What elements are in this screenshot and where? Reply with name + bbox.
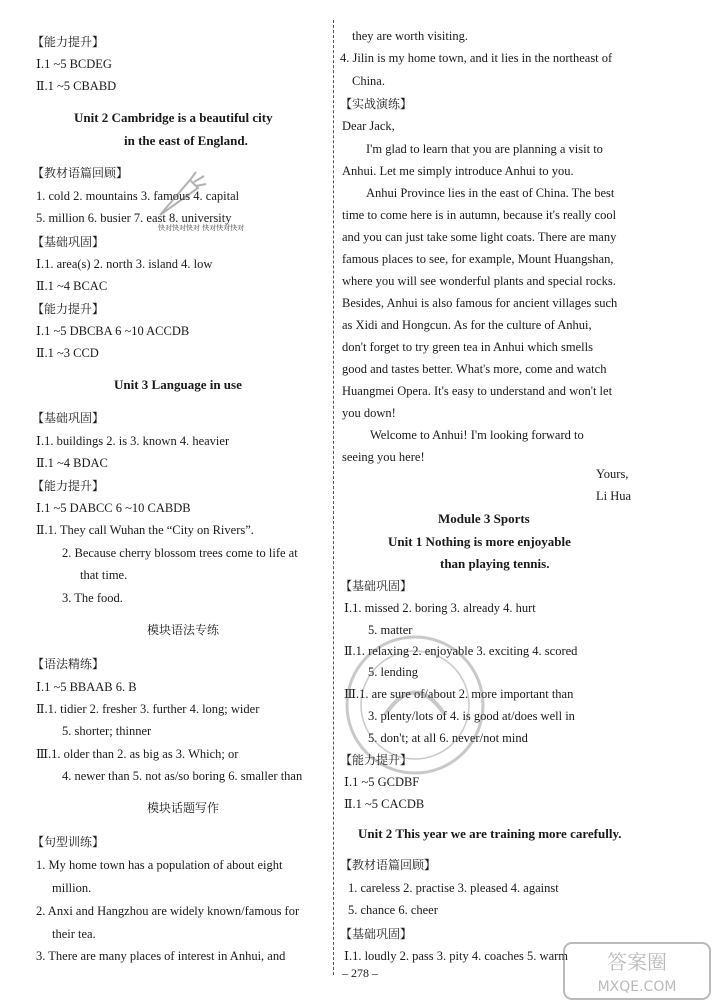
right-column-line: Huangmei Opera. It's easy to understand and won't let	[342, 384, 613, 398]
left-column-line: Ⅰ.1 ~5 BBAAB 6. B	[36, 680, 137, 694]
right-column-line: 1. careless 2. practise 3. pleased 4. against	[348, 881, 559, 895]
seal-watermark-icon	[340, 630, 490, 780]
right-column-line: 【基础巩固】	[340, 579, 413, 593]
left-column-line: 4. newer than 5. not as/so boring 6. smaller than	[62, 769, 303, 783]
left-column-line: Ⅱ.1 ~3 CCD	[36, 346, 99, 360]
right-column-line: don't forget to try green tea in Anhui which smells	[342, 340, 593, 354]
right-column-line: Anhui. Let me simply introduce Anhui to you.	[342, 164, 574, 178]
right-column-line: 4. Jilin is my home town, and it lies in the northeast of	[340, 51, 613, 65]
right-column-line: time to come here is in autumn, because it's really cool	[342, 208, 617, 222]
carrot-icon	[150, 170, 210, 225]
left-column-line: 3. There are many places of interest in Anhui, and	[36, 949, 286, 963]
right-column-line: I'm glad to learn that you are planning a visit to	[366, 142, 603, 156]
right-column-line: 5. chance 6. cheer	[348, 903, 438, 917]
left-column-line: 2. Because cherry blossom trees come to life at	[62, 546, 298, 560]
right-column-line: seeing you here!	[342, 450, 425, 464]
left-column-line: 【基础巩固】	[32, 411, 105, 425]
svg-text:答案圈: 答案圈	[607, 950, 667, 974]
left-column-line: Ⅱ.1 ~4 BDAC	[36, 456, 108, 470]
left-column-line: 模块话题写作	[147, 801, 220, 815]
right-column-line: Dear Jack,	[342, 119, 395, 133]
left-column-line: 3. The food.	[62, 591, 123, 605]
left-column-line: Ⅱ.1. tidier 2. fresher 3. further 4. long; wider	[36, 702, 260, 716]
svg-text:MXQE.COM: MXQE.COM	[597, 979, 677, 995]
right-column-line: good and tastes better. What's more, come and watch	[342, 362, 607, 376]
right-column-line: you down!	[342, 406, 396, 420]
right-column-line: Ⅲ.1. are sure of/about 2. more important than	[344, 687, 574, 701]
right-column-line: where you will see wonderful plants and special rocks.	[342, 274, 616, 288]
right-column-line: and you can just take some light coats. There are many	[342, 230, 617, 244]
left-column-line: 5. million 6. busier 7. east 8. university	[36, 211, 232, 225]
left-column-line: 1. My home town has a population of about eight	[36, 858, 283, 872]
left-column-line: 5. shorter; thinner	[62, 724, 152, 738]
left-column-line: 【能力提升】	[32, 479, 105, 493]
left-column-line: Unit 2 Cambridge is a beautiful city	[74, 110, 273, 125]
right-column-line: Unit 1 Nothing is more enjoyable	[388, 534, 571, 549]
left-column-line: Ⅰ.1 ~5 BCDEG	[36, 57, 112, 71]
right-column-line: famous places to see, for example, Mount Huangshan,	[342, 252, 614, 266]
right-column-line: Module 3 Sports	[438, 511, 530, 526]
site-logo	[562, 941, 712, 1001]
right-column-line: Unit 2 This year we are training more carefully.	[358, 826, 622, 841]
right-column-line: 5. matter	[368, 623, 413, 637]
left-column-line: Ⅰ.1. area(s) 2. north 3. island 4. low	[36, 257, 213, 271]
left-column-line: Ⅱ.1. They call Wuhan the “City on Rivers”.	[36, 523, 254, 537]
page-number: – 278 –	[342, 966, 378, 980]
right-column-line: Ⅰ.1 ~5 GCDBF	[344, 775, 420, 789]
left-column-line: million.	[52, 881, 92, 895]
right-column-line: 3. plenty/lots of 4. is good at/does well in	[368, 709, 575, 723]
left-column-line: Ⅱ.1 ~4 BCAC	[36, 279, 108, 293]
right-column-line: 【实战演练】	[340, 97, 413, 111]
left-column-line: 【句型训练】	[32, 835, 105, 849]
left-column-line: Ⅲ.1. older than 2. as big as 3. Which; or	[36, 747, 239, 761]
left-column-line: 1. cold 2. mountains 3. famous 4. capital	[36, 189, 240, 203]
right-column-line: Ⅱ.1 ~5 CACDB	[344, 797, 425, 811]
left-column-line: Unit 3 Language in use	[114, 377, 242, 392]
right-column-line: Ⅰ.1. missed 2. boring 3. already 4. hurt	[344, 601, 536, 615]
left-column-line: Ⅰ.1 ~5 DABCC 6 ~10 CABDB	[36, 501, 191, 515]
left-column-line: Ⅰ.1 ~5 DBCBA 6 ~10 ACCDB	[36, 324, 190, 338]
left-column-line: 模块语法专练	[147, 623, 220, 637]
right-column-line: Ⅰ.1. loudly 2. pass 3. pity 4. coaches 5. warm	[344, 949, 568, 963]
right-column-line: Besides, Anhui is also famous for ancient villages such	[342, 296, 618, 310]
right-column-line: 【能力提升】	[340, 753, 413, 767]
left-column-line: Ⅰ.1. buildings 2. is 3. known 4. heavier	[36, 434, 230, 448]
right-column-line: Ⅱ.1. relaxing 2. enjoyable 3. exciting 4. scored	[344, 644, 578, 658]
right-column-line: 5. don't; at all 6. never/not mind	[368, 731, 528, 745]
left-column-line: 【能力提升】	[32, 35, 105, 49]
right-column-line: Anhui Province lies in the east of China. The best	[366, 186, 615, 200]
right-column-line: 【基础巩固】	[340, 927, 413, 941]
right-column-line: Yours,	[596, 467, 629, 481]
right-column-line: Li Hua	[596, 489, 632, 503]
left-column-line: 【语法精练】	[32, 657, 105, 671]
left-column-line: Ⅱ.1 ~5 CBABD	[36, 79, 117, 93]
right-column-line: 【教材语篇回顾】	[340, 858, 437, 872]
left-column-line: 【基础巩固】	[32, 235, 105, 249]
left-column-line: their tea.	[52, 927, 96, 941]
right-column-line: they are worth visiting.	[352, 29, 468, 43]
left-column-line: 【教材语篇回顾】	[32, 166, 129, 180]
left-column-line: that time.	[80, 568, 128, 582]
small-watermark: 快对快对快对 快对快对快对	[158, 224, 245, 232]
right-column-line: as Xidi and Hongcun. As for the culture of Anhui,	[342, 318, 592, 332]
left-column-line: in the east of England.	[124, 133, 248, 148]
left-column-line: 【能力提升】	[32, 302, 105, 316]
left-column-line: 2. Anxi and Hangzhou are widely known/famous for	[36, 904, 300, 918]
right-column-line: than playing tennis.	[440, 556, 550, 571]
right-column-line: 5. lending	[368, 665, 418, 679]
column-divider	[333, 20, 334, 975]
right-column-line: China.	[352, 74, 385, 88]
right-column-line: Welcome to Anhui! I'm looking forward to	[370, 428, 584, 442]
